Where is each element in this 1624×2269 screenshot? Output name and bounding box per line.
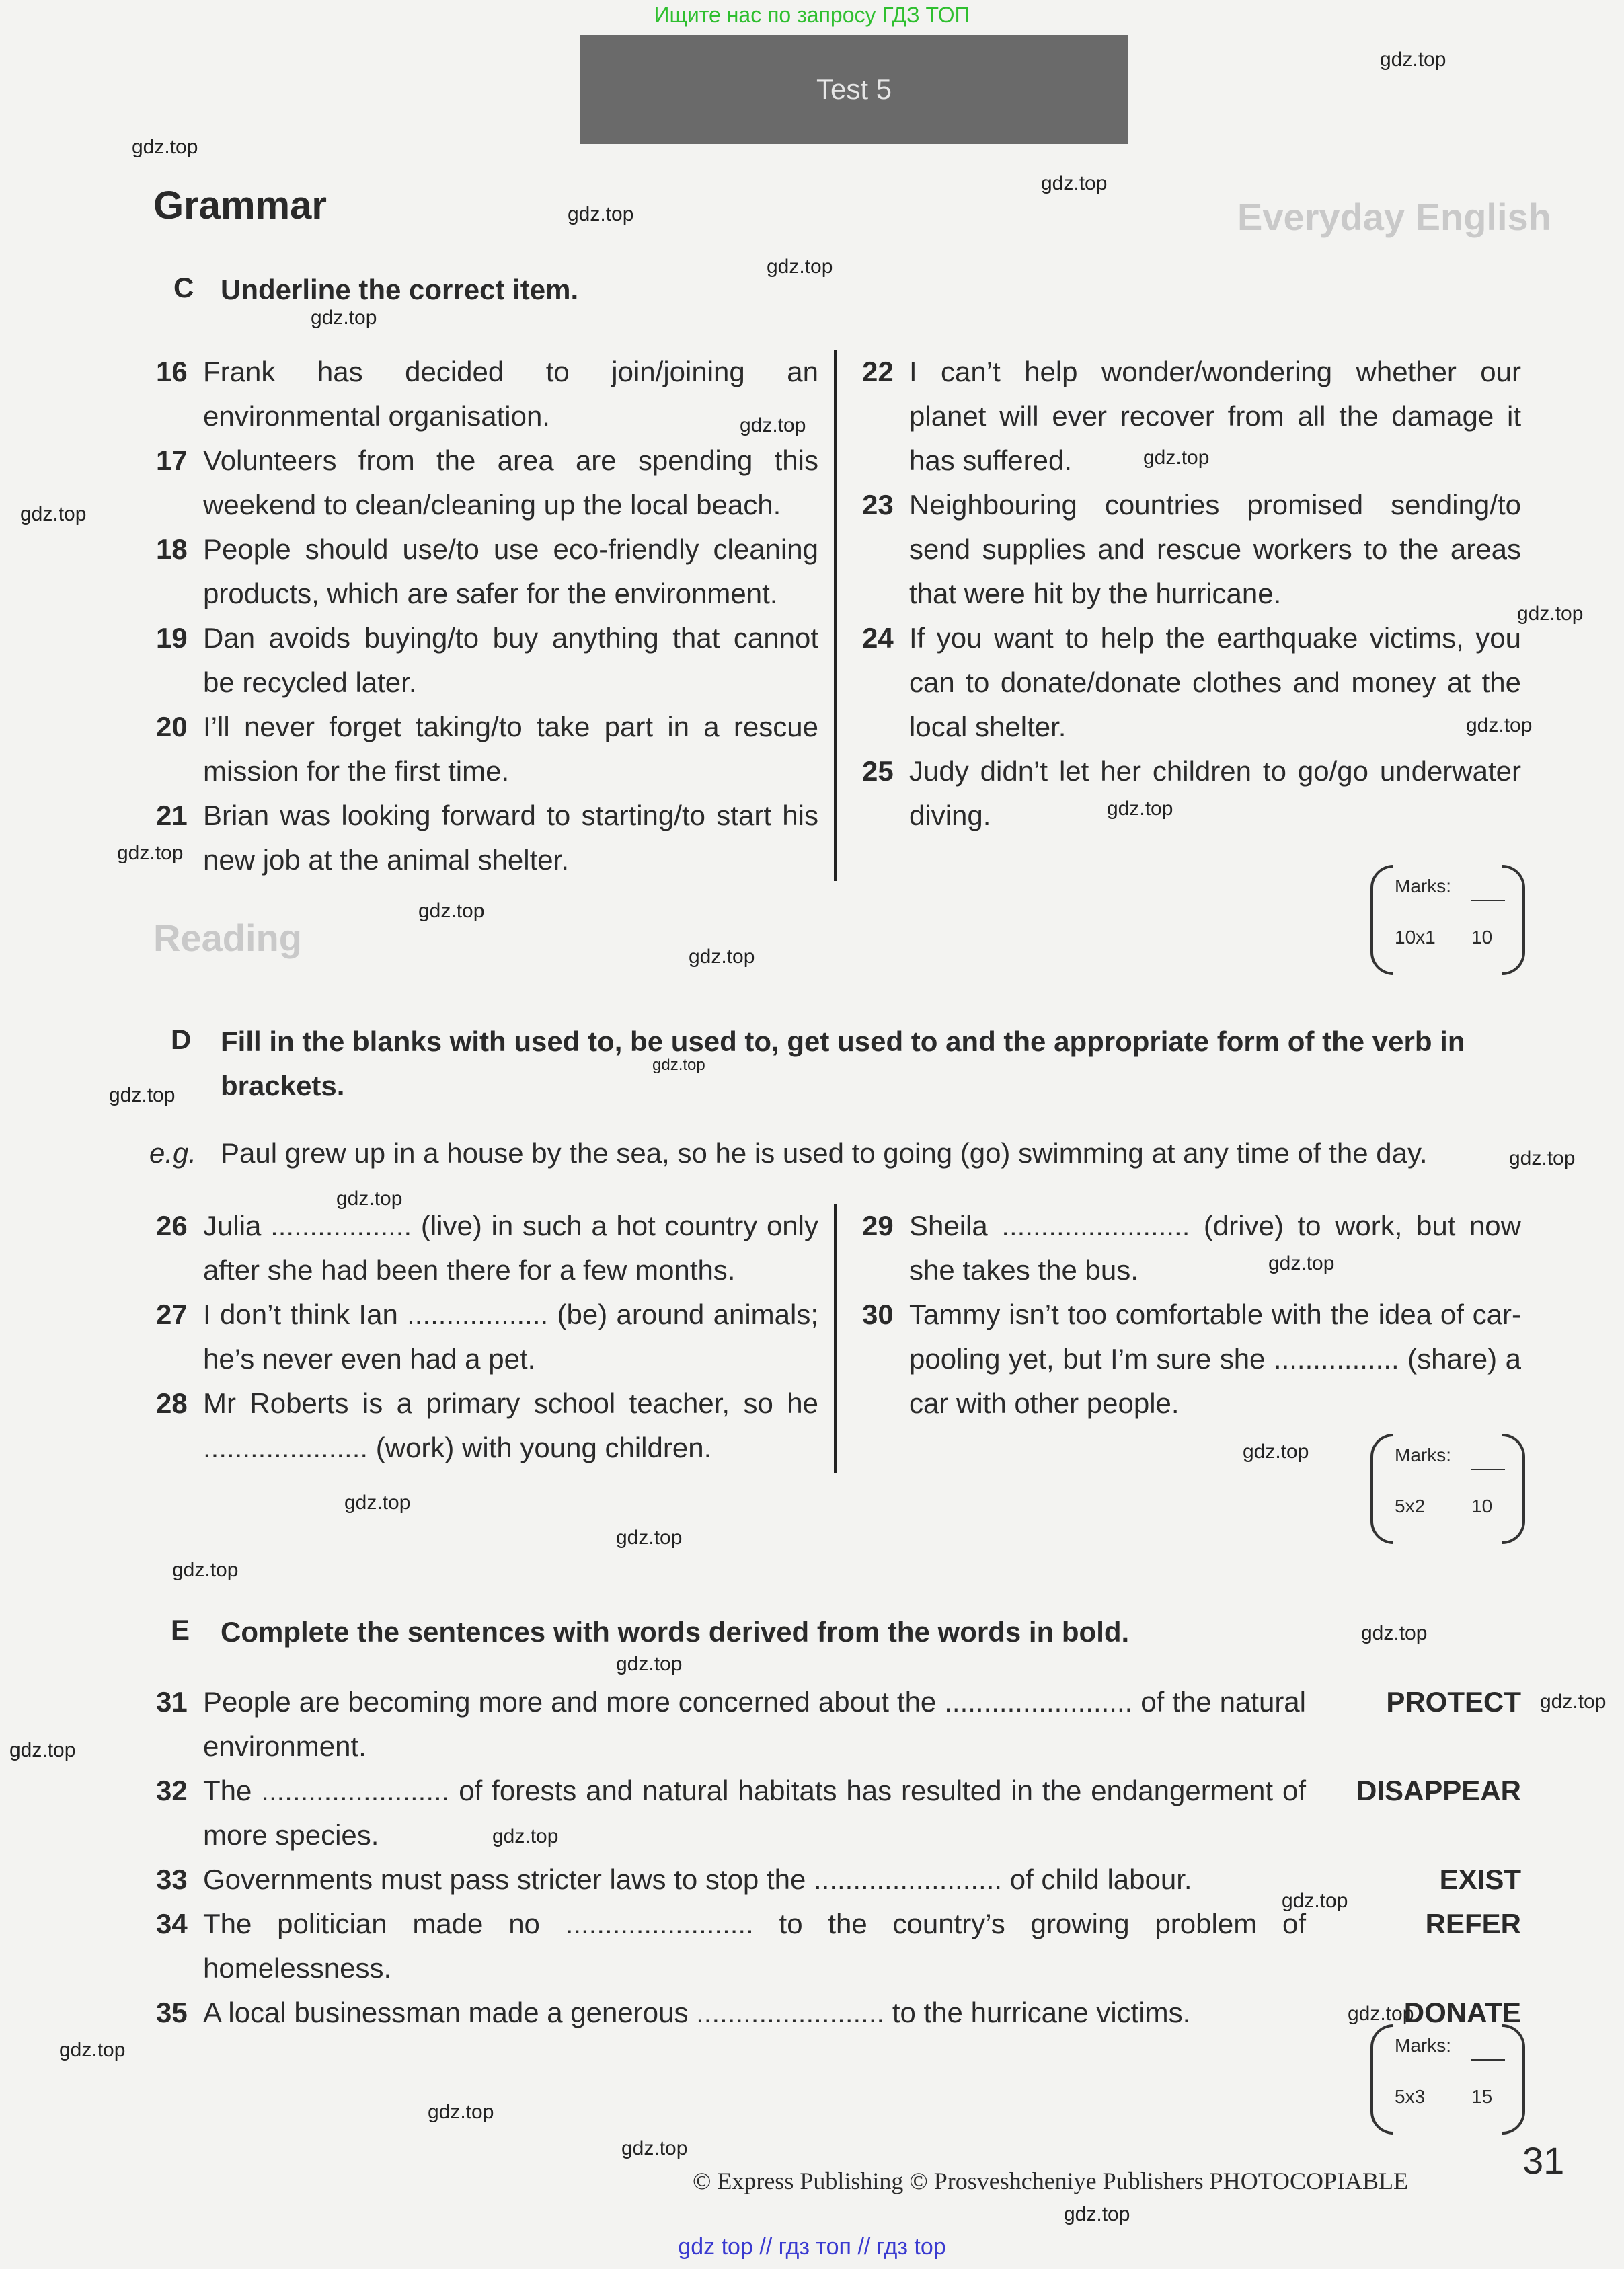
watermark: gdz.top (1107, 798, 1173, 820)
item-number: 28 (156, 1387, 188, 1419)
base-word: PROTECT (1386, 1686, 1521, 1718)
item-text: I can’t help wonder/wondering whether our planet will ever recover from all the damage it has suffered. (909, 356, 1521, 476)
list-item (862, 749, 1521, 838)
marks-calc: 5x3 (1395, 2086, 1426, 2107)
watermark: gdz.top (1517, 603, 1584, 625)
marks-box-d (1370, 1434, 1525, 1539)
item-text: Judy didn’t let her children to go/go underwater diving. (909, 755, 1521, 831)
right-paren (1502, 1434, 1525, 1544)
column-divider (834, 1204, 837, 1473)
watermark: gdz.top (311, 307, 377, 329)
item-number: 23 (862, 489, 894, 521)
item-text: Neighbouring countries promised sending/to send supplies and rescue workers to the areas that were hit by the hurricane. (909, 489, 1521, 609)
item-number: 27 (156, 1299, 188, 1330)
item-text: A local businessman made a generous ........................ to the hurricane victims. (203, 1997, 1191, 2028)
item-text: I’ll never forget taking/to take part in a rescue mission for the first time. (203, 711, 818, 787)
item-number: 35 (156, 1997, 188, 2028)
watermark: gdz.top (1064, 2203, 1130, 2225)
base-word: DONATE (1403, 1997, 1521, 2028)
watermark: gdz.top (1466, 714, 1533, 736)
item-text: Tammy isn’t too comfortable with the idea of car-pooling yet, but I’m sure she ................ (share) a car with other people. (909, 1299, 1521, 1419)
marks-box-e (1370, 2024, 1525, 2129)
watermark: gdz.top (621, 2137, 688, 2159)
watermark: gdz.top (117, 842, 184, 864)
left-paren (1370, 865, 1393, 975)
item-text: Sheila ........................ (drive) to work, but now she takes the bus. (909, 1210, 1521, 1286)
watermark: gdz.top (740, 414, 806, 436)
watermark: gdz.top (492, 1825, 559, 1847)
example-text: Paul grew up in a house by the sea, so he is used to going (go) swimming at any time of the day. (221, 1137, 1428, 1169)
list-item (156, 1680, 1521, 1769)
item-number: 30 (862, 1299, 894, 1330)
watermark: gdz.top (689, 946, 755, 968)
example-label: e.g. (149, 1137, 197, 1169)
item-number: 26 (156, 1210, 188, 1241)
marks-score-line (1471, 2059, 1505, 2061)
item-number: 32 (156, 1775, 188, 1806)
item-number: 19 (156, 622, 188, 654)
item-text: The ........................ of forests and natural habitats has resulted in the endangerment of more species. (203, 1775, 1306, 1851)
item-number: 34 (156, 1908, 188, 1939)
item-number: 24 (862, 622, 894, 654)
item-number: 22 (862, 356, 894, 387)
watermark: gdz.top (109, 1084, 176, 1106)
item-text: People are becoming more and more concerned about the ........................ of the natural environment. (203, 1686, 1306, 1762)
watermark: gdz.top (9, 1739, 76, 1761)
section-d-letter: D (171, 1024, 192, 1055)
marks-calc: 10x1 (1395, 927, 1436, 948)
section-c-letter: C (173, 272, 194, 303)
section-d-left-column (156, 1204, 818, 1470)
marks-total: 10 (1471, 927, 1493, 948)
item-number: 29 (862, 1210, 894, 1241)
list-item (156, 1204, 818, 1293)
section-c-right-column (862, 350, 1521, 838)
item-number: 33 (156, 1863, 188, 1895)
marks-box-c (1370, 865, 1525, 970)
item-number: 31 (156, 1686, 188, 1718)
section-e-list (156, 1680, 1521, 2035)
marks-score-line (1471, 1469, 1505, 1470)
watermark: gdz.top (132, 136, 198, 158)
section-d-right-column (862, 1204, 1521, 1426)
ghost-everyday-english: Everyday English (1237, 196, 1551, 238)
item-text: Volunteers from the area are spending this weekend to clean/cleaning up the local beach. (203, 445, 818, 521)
column-divider (834, 350, 837, 881)
base-word: EXIST (1439, 1863, 1521, 1895)
list-item (862, 483, 1521, 616)
item-text: People should use/to use eco-friendly cleaning products, which are safer for the environment. (203, 533, 818, 609)
list-item (156, 705, 818, 794)
marks-label: Marks: (1395, 876, 1451, 896)
list-item (862, 616, 1521, 749)
marks-label: Marks: (1395, 2035, 1451, 2056)
item-text: If you want to help the earthquake victims, you can to donate/donate clothes and money at the local shelter. (909, 622, 1521, 742)
watermark: gdz.top (568, 203, 634, 225)
watermark: gdz.top (1509, 1147, 1576, 1169)
item-number: 18 (156, 533, 188, 565)
list-item (862, 1204, 1521, 1293)
list-item (156, 1769, 1521, 1857)
watermark: gdz.top (1268, 1252, 1335, 1274)
watermark: gdz.top (652, 1056, 705, 1074)
section-c-instruction: Underline the correct item. (221, 274, 579, 305)
item-number: 16 (156, 356, 188, 387)
watermark: gdz.top (616, 1527, 683, 1549)
marks-total: 10 (1471, 1496, 1493, 1516)
base-word: DISAPPEAR (1356, 1775, 1521, 1806)
item-text: The politician made no ........................ to the country’s growing problem of homelessness. (203, 1908, 1306, 1984)
section-d-instruction: Fill in the blanks with used to, be used to, get used to and the appropriate form of the verb in brackets. (221, 1026, 1465, 1102)
grammar-heading: Grammar (153, 184, 327, 227)
watermark: gdz.top (428, 2101, 494, 2123)
list-item (156, 794, 818, 882)
base-word: REFER (1425, 1908, 1521, 1939)
copyright-notice: © Express Publishing © Prosveshcheniye Publishers PHOTOCOPIABLE (693, 2167, 1409, 2194)
page-number: 31 (1522, 2139, 1565, 2182)
left-paren (1370, 2024, 1393, 2135)
item-number: 17 (156, 445, 188, 476)
marks-score-line (1471, 900, 1505, 901)
banner-title: Test 5 (816, 73, 892, 105)
top-search-link[interactable]: Ищите нас по запросу ГДЗ ТОП (654, 3, 970, 27)
list-item (862, 1293, 1521, 1426)
item-number: 21 (156, 800, 188, 831)
list-item (156, 1293, 818, 1381)
watermark: gdz.top (1380, 48, 1446, 71)
watermark: gdz.top (172, 1559, 239, 1581)
watermark: gdz.top (767, 256, 833, 278)
marks-label: Marks: (1395, 1445, 1451, 1465)
watermark: gdz.top (344, 1492, 411, 1514)
item-number: 25 (862, 755, 894, 787)
list-item (156, 1381, 818, 1470)
marks-total: 15 (1471, 2086, 1493, 2107)
item-text: Governments must pass stricter laws to stop the ........................ of child labour. (203, 1863, 1192, 1895)
list-item (156, 438, 818, 527)
list-item (156, 350, 818, 438)
right-paren (1502, 2024, 1525, 2135)
watermark: gdz.top (59, 2039, 126, 2061)
item-text: Frank has decided to join/joining an environmental organisation. (203, 356, 818, 432)
watermark: gdz.top (1361, 1622, 1428, 1644)
watermark: gdz.top (418, 900, 485, 922)
ghost-reading: Reading (153, 917, 302, 959)
watermark: gdz.top (20, 503, 87, 525)
test-banner (580, 35, 1128, 144)
watermark: gdz.top (616, 1653, 683, 1675)
left-paren (1370, 1434, 1393, 1544)
list-item (156, 527, 818, 616)
item-text: Brian was looking forward to starting/to start his new job at the animal shelter. (203, 800, 818, 876)
item-text: Julia .................. (live) in such a hot country only after she had been there for a few months. (203, 1210, 818, 1286)
section-e-letter: E (171, 1614, 190, 1646)
right-paren (1502, 865, 1525, 975)
item-number: 20 (156, 711, 188, 742)
item-text: I don’t think Ian .................. (be) around animals; he’s never even had a pet. (203, 1299, 818, 1375)
section-e-instruction: Complete the sentences with words derived from the words in bold. (221, 1616, 1130, 1648)
list-item (156, 1991, 1521, 2035)
watermark: gdz.top (1348, 2003, 1414, 2025)
watermark: gdz.top (336, 1188, 403, 1210)
marks-calc: 5x2 (1395, 1496, 1426, 1516)
watermark: gdz.top (1143, 447, 1210, 469)
section-d-example (149, 1131, 1528, 1176)
watermark: gdz.top (1243, 1440, 1309, 1463)
list-item (156, 616, 818, 705)
list-item (156, 1902, 1521, 1991)
watermark: gdz.top (1282, 1890, 1348, 1912)
watermark: gdz.top (1540, 1691, 1607, 1713)
watermark: gdz.top (1041, 172, 1108, 194)
item-text: Mr Roberts is a primary school teacher, so he ..................... (work) with young children. (203, 1387, 818, 1463)
bottom-links[interactable]: gdz top // гдз топ // гдз top (678, 2234, 946, 2260)
section-c-left-column (156, 350, 818, 882)
item-text: Dan avoids buying/to buy anything that cannot be recycled later. (203, 622, 818, 698)
